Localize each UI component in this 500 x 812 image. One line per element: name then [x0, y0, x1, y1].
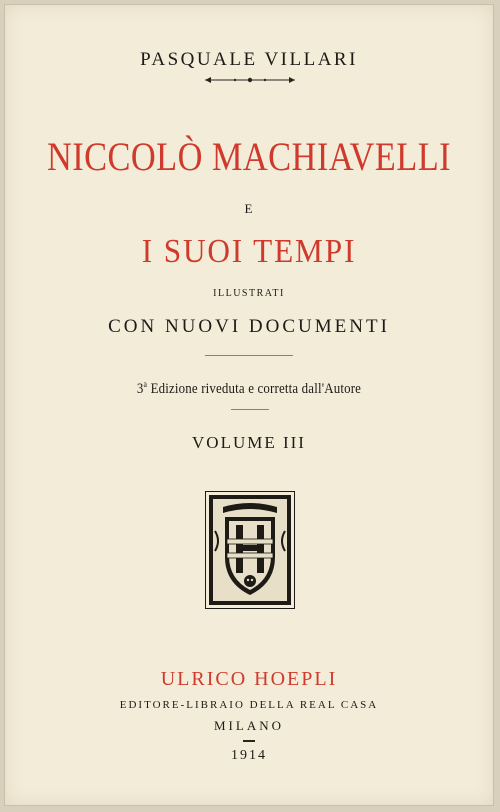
- volume-label: VOLUME III: [192, 433, 306, 452]
- author-name: PASQUALE VILLARI: [140, 49, 358, 70]
- publisher-emblem-icon: [205, 491, 295, 609]
- ornament-divider: [205, 75, 295, 85]
- title-page: [4, 4, 494, 806]
- edition-statement: [39, 379, 459, 398]
- title-secondary: I SUOI TEMPI: [141, 233, 357, 270]
- title-main: NICCOLÒ MACHIAVELLI: [46, 134, 452, 179]
- rule-divider: [205, 355, 293, 356]
- subtitle-illustrated: ILLUSTRATI: [213, 288, 285, 299]
- edition-text: Edizione riveduta e corretta dall'Autore: [147, 381, 362, 397]
- title-conjunction: E: [244, 201, 254, 216]
- publisher-name: ULRICO HOEPLI: [160, 668, 338, 690]
- publication-year: 1914: [231, 748, 267, 763]
- edition-superscript: a: [143, 379, 148, 389]
- subtitle-documents: CON NUOVI DOCUMENTI: [108, 316, 390, 337]
- dash-divider: [243, 740, 255, 742]
- publication-city: MILANO: [214, 718, 284, 733]
- short-rule: [231, 409, 269, 410]
- publisher-role: EDITORE-LIBRAIO DELLA REAL CASA: [119, 699, 379, 711]
- edition-number: 3: [136, 381, 144, 397]
